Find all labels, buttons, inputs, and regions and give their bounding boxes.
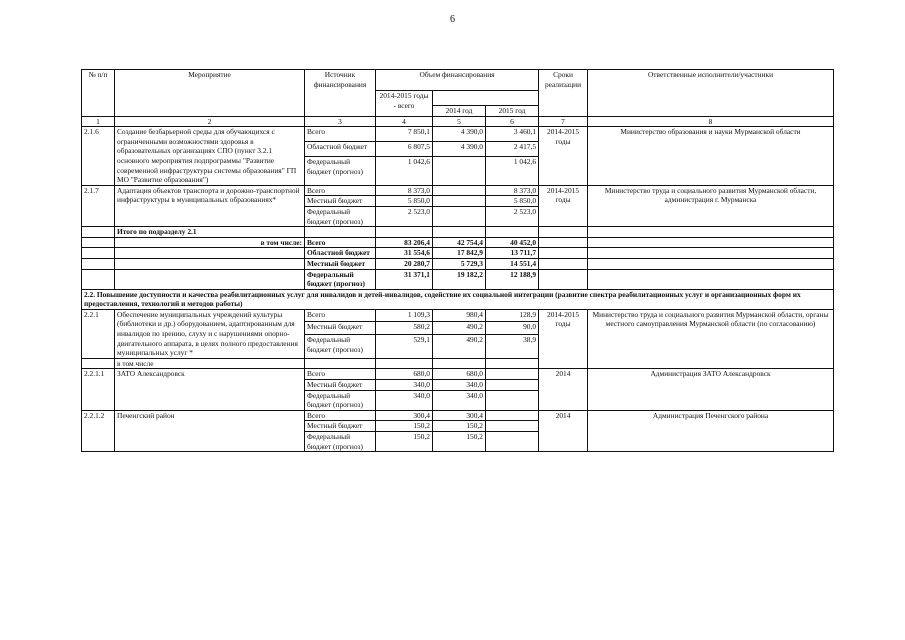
responsible-executors: Администрация ЗАТО Александровск bbox=[588, 369, 834, 410]
column-numbers-row bbox=[82, 116, 834, 127]
amount-2015 bbox=[486, 380, 539, 391]
amount-2014: 17 842,9 bbox=[433, 248, 486, 259]
amount-2014: 490,2 bbox=[433, 334, 486, 358]
funding-source: Федеральный бюджет (прогноз) bbox=[305, 206, 376, 226]
amount-2015 bbox=[486, 390, 539, 410]
amount-2015: 12 188,9 bbox=[486, 269, 539, 289]
subtotal-row bbox=[82, 248, 834, 259]
amount-2015: 38,9 bbox=[486, 334, 539, 358]
subtotal-row bbox=[82, 237, 834, 248]
funding-source: Всего bbox=[305, 185, 376, 196]
responsible-executors: Администрация Печенгского района bbox=[588, 410, 834, 451]
amount-total: 150,2 bbox=[376, 421, 433, 432]
table-cell bbox=[82, 237, 115, 248]
table-row bbox=[82, 127, 834, 142]
amount-2015: 5 850,0 bbox=[486, 196, 539, 207]
table-cell bbox=[588, 237, 834, 248]
subtotal-row bbox=[82, 269, 834, 289]
amount-total: 150,2 bbox=[376, 432, 433, 452]
table-row bbox=[82, 369, 834, 380]
amount-2014 bbox=[433, 157, 486, 186]
table-cell bbox=[588, 269, 834, 289]
amount-2015: 128,9 bbox=[486, 309, 539, 322]
amount-2014 bbox=[433, 206, 486, 226]
header-2014: 2014 год bbox=[433, 106, 486, 117]
subtotal-including-label bbox=[115, 269, 305, 289]
header-volume: Объем финансирования bbox=[376, 70, 539, 91]
table-cell bbox=[486, 358, 539, 369]
funding-source: Местный бюджет bbox=[305, 196, 376, 207]
header-source: Источник финансирования bbox=[305, 70, 376, 117]
subtotal-including-label: в том числе: bbox=[115, 237, 305, 248]
amount-2014: 150,2 bbox=[433, 432, 486, 452]
amount-2014: 4 390,0 bbox=[433, 127, 486, 142]
amount-2014: 980,4 bbox=[433, 309, 486, 322]
amount-2015: 90,0 bbox=[486, 322, 539, 335]
table-cell bbox=[82, 227, 115, 238]
table-cell bbox=[539, 227, 588, 238]
implementation-terms: 2014-2015 годы bbox=[539, 309, 588, 369]
row-number: 2.2.1.1 bbox=[82, 369, 115, 410]
header-terms: Сроки реализации bbox=[539, 70, 588, 117]
table-cell bbox=[433, 358, 486, 369]
funding-source: Федеральный бюджет (прогноз) bbox=[305, 269, 376, 289]
subtotal-title-row bbox=[82, 227, 834, 238]
amount-2014: 340,0 bbox=[433, 380, 486, 391]
amount-2014: 490,2 bbox=[433, 322, 486, 335]
column-number: 7 bbox=[539, 116, 588, 127]
amount-2015 bbox=[486, 421, 539, 432]
table-row bbox=[82, 309, 834, 322]
amount-total: 31 371,1 bbox=[376, 269, 433, 289]
column-number: 1 bbox=[82, 116, 115, 127]
amount-total: 7 850,1 bbox=[376, 127, 433, 142]
amount-2014: 300,4 bbox=[433, 410, 486, 421]
table-row bbox=[82, 185, 834, 196]
amount-total: 1 109,3 bbox=[376, 309, 433, 322]
responsible-executors: Министерство труда и социального развития Мурманской области, администрация г. Мурманска bbox=[588, 185, 834, 226]
amount-total: 83 206,4 bbox=[376, 237, 433, 248]
amount-total: 680,0 bbox=[376, 369, 433, 380]
header-2015: 2015 год bbox=[486, 106, 539, 117]
financing-table bbox=[81, 69, 834, 452]
amount-total: 340,0 bbox=[376, 380, 433, 391]
amount-2015 bbox=[486, 369, 539, 380]
subtotal-including-label bbox=[115, 258, 305, 269]
column-number: 8 bbox=[588, 116, 834, 127]
amount-total: 31 554,6 bbox=[376, 248, 433, 259]
amount-2014: 19 182,2 bbox=[433, 269, 486, 289]
amount-2015: 2 523,0 bbox=[486, 206, 539, 226]
amount-2014 bbox=[433, 185, 486, 196]
amount-total: 529,1 bbox=[376, 334, 433, 358]
page-number: 6 bbox=[450, 14, 455, 25]
funding-source: Местный бюджет bbox=[305, 380, 376, 391]
amount-total: 340,0 bbox=[376, 390, 433, 410]
event-name: Печенгский район bbox=[115, 410, 305, 451]
amount-2014: 5 729,3 bbox=[433, 258, 486, 269]
amount-2014: 150,2 bbox=[433, 421, 486, 432]
table-cell bbox=[588, 258, 834, 269]
header-num: № п/п bbox=[82, 70, 115, 117]
funding-source: Всего bbox=[305, 369, 376, 380]
column-number: 3 bbox=[305, 116, 376, 127]
table-cell bbox=[82, 258, 115, 269]
row-number: 2.2.1.2 bbox=[82, 410, 115, 451]
amount-total: 1 042,6 bbox=[376, 157, 433, 186]
including-label: в том числе bbox=[115, 358, 305, 369]
table-cell bbox=[588, 227, 834, 238]
amount-2015: 3 460,1 bbox=[486, 127, 539, 142]
funding-source: Областной бюджет bbox=[305, 142, 376, 157]
funding-source: Всего bbox=[305, 237, 376, 248]
header-resp: Ответственные исполнители/участники bbox=[588, 70, 834, 117]
amount-2015: 14 551,4 bbox=[486, 258, 539, 269]
table-cell bbox=[305, 358, 376, 369]
table-row bbox=[82, 410, 834, 421]
row-number: 2.2.1 bbox=[82, 309, 115, 358]
table-cell bbox=[588, 248, 834, 259]
table-cell bbox=[82, 248, 115, 259]
funding-source: Всего bbox=[305, 309, 376, 322]
column-number: 2 bbox=[115, 116, 305, 127]
amount-2015: 1 042,6 bbox=[486, 157, 539, 186]
table-cell bbox=[82, 269, 115, 289]
funding-source: Местный бюджет bbox=[305, 258, 376, 269]
funding-source: Областной бюджет bbox=[305, 248, 376, 259]
implementation-terms: 2014-2015 годы bbox=[539, 127, 588, 186]
table-cell bbox=[376, 358, 433, 369]
amount-total: 2 523,0 bbox=[376, 206, 433, 226]
funding-source: Всего bbox=[305, 127, 376, 142]
event-name: Адаптация объектов транспорта и дорожно-транспортной инфраструктуры в муниципальных образованиях* bbox=[115, 185, 305, 226]
responsible-executors: Министерство образования и науки Мурманской области bbox=[588, 127, 834, 186]
amount-total: 580,2 bbox=[376, 322, 433, 335]
amount-2014: 42 754,4 bbox=[433, 237, 486, 248]
section-heading-row bbox=[82, 289, 834, 309]
table-cell bbox=[539, 237, 588, 248]
column-number: 4 bbox=[376, 116, 433, 127]
table-cell bbox=[82, 358, 115, 369]
amount-total: 8 373,0 bbox=[376, 185, 433, 196]
amount-2015: 2 417,5 bbox=[486, 142, 539, 157]
amount-2014 bbox=[433, 196, 486, 207]
amount-2015: 8 373,0 bbox=[486, 185, 539, 196]
implementation-terms: 2014 bbox=[539, 410, 588, 451]
financing-table-container bbox=[81, 69, 833, 452]
subtotal-row bbox=[82, 258, 834, 269]
funding-source: Федеральный бюджет (прогноз) bbox=[305, 157, 376, 186]
table-body bbox=[82, 127, 834, 452]
table-cell bbox=[486, 227, 539, 238]
row-number: 2.1.7 bbox=[82, 185, 115, 226]
amount-total: 20 280,7 bbox=[376, 258, 433, 269]
amount-2014: 4 390,0 bbox=[433, 142, 486, 157]
amount-2015 bbox=[486, 410, 539, 421]
funding-source: Местный бюджет bbox=[305, 322, 376, 335]
amount-2015: 40 452,0 bbox=[486, 237, 539, 248]
subtotal-including-label bbox=[115, 248, 305, 259]
amount-2015 bbox=[486, 432, 539, 452]
amount-2014: 340,0 bbox=[433, 390, 486, 410]
header-event: Мероприятие bbox=[115, 70, 305, 117]
funding-source: Всего bbox=[305, 410, 376, 421]
implementation-terms: 2014-2015 годы bbox=[539, 185, 588, 226]
column-number: 6 bbox=[486, 116, 539, 127]
table-cell bbox=[539, 248, 588, 259]
row-number: 2.1.6 bbox=[82, 127, 115, 186]
funding-source: Федеральный бюджет (прогноз) bbox=[305, 390, 376, 410]
amount-2015: 13 711,7 bbox=[486, 248, 539, 259]
table-cell bbox=[433, 227, 486, 238]
section-heading: 2.2. Повышение доступности и качества реабилитационных услуг для инвалидов и детей-инвалидов, содействие их социальной интеграции (развитие спектра реабилитационных услуг и организационных форм их предоставления, технологий и методов работы) bbox=[82, 289, 834, 309]
funding-source: Местный бюджет bbox=[305, 421, 376, 432]
event-name: Создание безбарьерной среды для обучающихся с ограниченными возможностями здоровья в образовательных организациях СПО (пункт 3.2.1 основного мероприятия подпрограммы "Развитие современной инфраструктуры системы образования" ГП МО "Развитие образования") bbox=[115, 127, 305, 186]
funding-source: Федеральный бюджет (прогноз) bbox=[305, 432, 376, 452]
amount-total: 5 850,0 bbox=[376, 196, 433, 207]
amount-2014: 680,0 bbox=[433, 369, 486, 380]
event-name: ЗАТО Александровск bbox=[115, 369, 305, 410]
implementation-terms: 2014 bbox=[539, 369, 588, 410]
column-number: 5 bbox=[433, 116, 486, 127]
table-cell bbox=[376, 227, 433, 238]
table-cell bbox=[305, 227, 376, 238]
table-cell bbox=[539, 269, 588, 289]
funding-source: Федеральный бюджет (прогноз) bbox=[305, 334, 376, 358]
responsible-executors: Министерство труда и социального развития Мурманской области, органы местного самоуправления Мурманской области (по согласованию) bbox=[588, 309, 834, 369]
amount-total: 6 807,5 bbox=[376, 142, 433, 157]
subtotal-title: Итого по подразделу 2.1 bbox=[115, 227, 305, 238]
table-cell bbox=[539, 258, 588, 269]
header-total: 2014-2015 годы - всего bbox=[376, 91, 433, 117]
event-name: Обеспечение муниципальных учреждений культуры (библиотеки и др.) оборудованием, адаптированным для инвалидов по зрению, слуху и с нарушениями опорно-двигательного аппарата, в целях полного предоставления муниципальных услуг * bbox=[115, 309, 305, 358]
amount-total: 300,4 bbox=[376, 410, 433, 421]
